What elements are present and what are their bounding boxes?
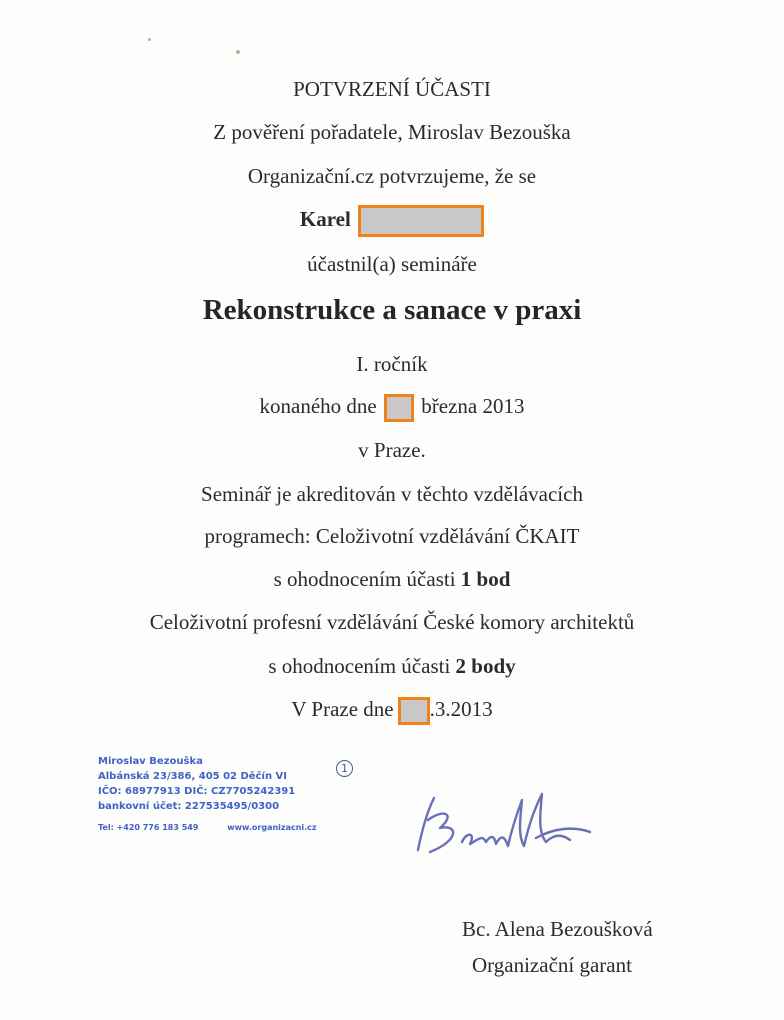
attendance-line [0, 251, 784, 277]
stamp-phone: Tel: +420 776 183 549 [98, 823, 199, 832]
accreditation-text-1: Seminář je akreditován v těchto vzdělávacích [201, 482, 583, 506]
seminar-name [0, 293, 784, 327]
place-text: v Praze. [358, 438, 426, 462]
redacted-issue-day [398, 697, 430, 725]
points-line-1 [0, 566, 784, 592]
points-value-1: 1 bod [460, 567, 511, 591]
points-prefix-1: s ohodnocením účasti [273, 567, 456, 591]
issue-date-prefix: V Praze dne [291, 697, 394, 721]
accreditation-line-1 [0, 481, 784, 507]
points-line-2 [0, 653, 784, 679]
edition-line [0, 351, 784, 377]
redacted-surname [358, 205, 484, 237]
signatory-name: Bc. Alena Bezoušková [462, 917, 653, 941]
stamp-address: Albánská 23/386, 405 02 Děčín VI [98, 771, 287, 782]
points-prefix-2: s ohodnocením účasti [268, 654, 451, 678]
stamp-name: Miroslav Bezouška [98, 756, 203, 767]
stamp-account: bankovní účet: 227535495/0300 [98, 801, 280, 812]
date-prefix: konaného dne [259, 394, 377, 418]
accreditation-line-2 [0, 523, 784, 549]
date-suffix: března 2013 [421, 394, 525, 418]
confirmation-line [0, 163, 784, 189]
confirmation-text: Organizační.cz potvrzujeme, že se [247, 164, 537, 188]
participant-line [0, 205, 784, 237]
organizer-stamp [98, 754, 383, 864]
organizer-text: Z pověření pořadatele, Miroslav Bezouška [213, 120, 571, 144]
stamp-mark: 1 [336, 760, 353, 777]
seminar-date-line [0, 393, 784, 422]
accreditation-line-3 [0, 609, 784, 635]
edition-text: I. ročník [356, 352, 428, 376]
organizer-line [0, 119, 784, 145]
accreditation-text-2: programech: Celoživotní vzdělávání ČKAIT [204, 524, 580, 548]
accreditation-text-3: Celoživotní profesní vzdělávání České komory architektů [149, 610, 635, 634]
seminar-name-text: Rekonstrukce a sanace v praxi [202, 294, 582, 326]
issue-date-line [0, 696, 784, 725]
attendance-text: účastnil(a) semináře [307, 252, 477, 276]
paper-speck [148, 38, 151, 41]
points-value-2: 2 body [455, 654, 516, 678]
certificate-title-text: POTVRZENÍ ÚČASTI [293, 77, 491, 101]
stamp-web: www.organizacni.cz [227, 823, 317, 832]
redacted-day [384, 394, 414, 422]
stamp-ids: IČO: 68977913 DIČ: CZ7705242391 [98, 786, 296, 797]
participant-first-name: Karel [299, 206, 351, 231]
stamp-contact [98, 820, 383, 835]
handwritten-signature [404, 780, 604, 870]
place-line [0, 437, 784, 463]
paper-speck [236, 50, 240, 54]
issue-date-suffix: .3.2013 [429, 697, 493, 721]
signatory-role: Organizační garant [472, 953, 632, 977]
certificate-title [0, 76, 784, 102]
